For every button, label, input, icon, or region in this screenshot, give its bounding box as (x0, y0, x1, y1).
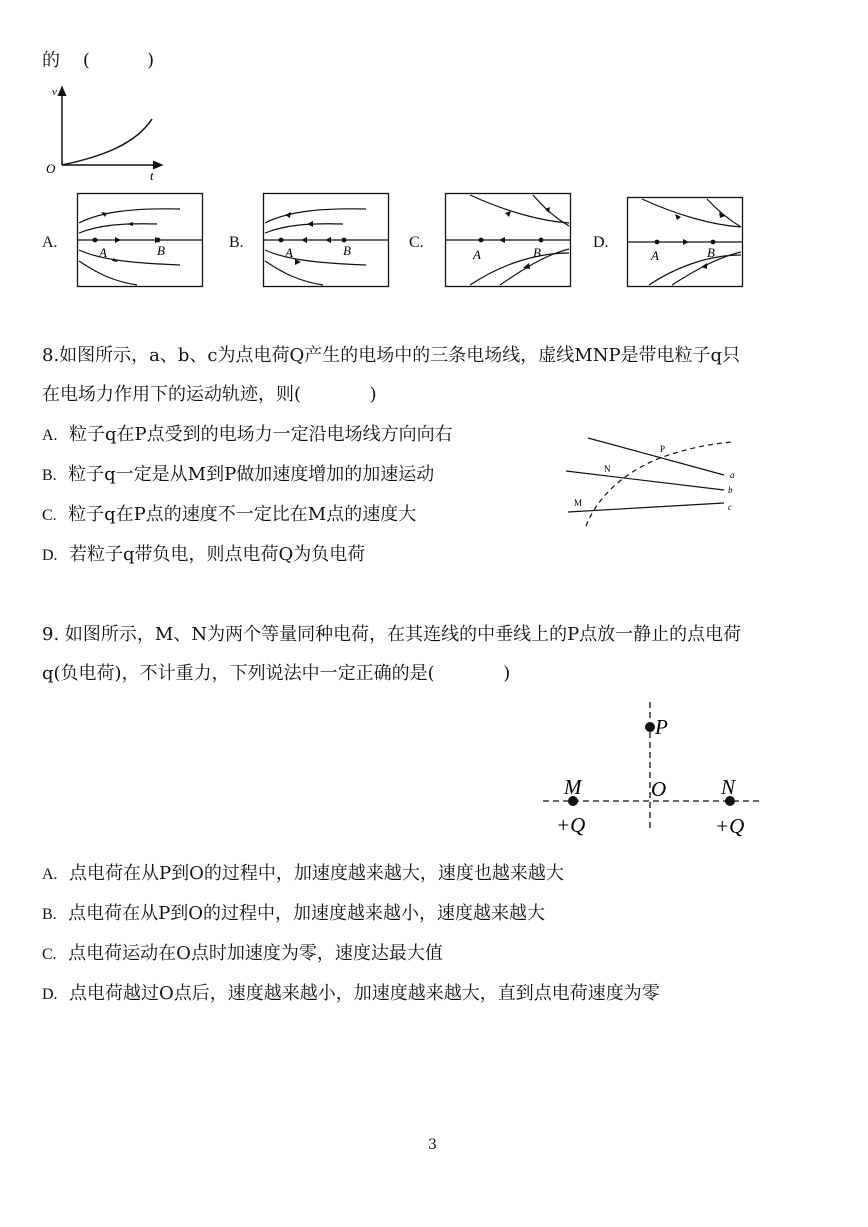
q9-stem-line2: q(负电荷)，不计重力，下列说法中一定正确的是( ) (42, 663, 511, 684)
q9-option-b (42, 903, 545, 926)
q9-option-a-label: A. (42, 866, 58, 883)
label-c: c (728, 502, 732, 512)
q7-vt-graph (40, 85, 170, 185)
q7-option-d-label: D. (593, 234, 609, 251)
q7b-point-a: A (285, 245, 293, 260)
label-p: P (655, 715, 668, 739)
label-o: O (651, 777, 667, 801)
q7-stem-tail: 的 ( ) (42, 50, 155, 71)
q7-option-d-figure (627, 197, 743, 287)
q8-option-a-text: 粒子q在P点受到的电场力一定沿电场线方向向右 (69, 424, 453, 445)
q8-option-b-label: B. (42, 467, 57, 484)
q9-option-d (42, 983, 660, 1006)
q9-stem-line1: 9. 如图所示，M、N为两个等量同种电荷，在其连线的中垂线上的P点放一静止的点电荷 (42, 624, 742, 645)
q7-option-b-figure (263, 193, 389, 287)
q9-option-d-text: 点电荷越过O点后，速度越来越小，加速度越来越大，直到点电荷速度为零 (69, 983, 660, 1004)
q8-field-figure (560, 430, 750, 530)
q9-option-c-label: C. (42, 946, 57, 963)
trajectory-mnp (586, 442, 732, 526)
label-m: M (564, 775, 582, 799)
q7-option-b-label: B. (229, 234, 244, 251)
q7b-point-b: B (343, 243, 351, 258)
q8-option-d (42, 544, 365, 567)
q8-stem-line1: 8.如图所示，a、b、c为点电荷Q产生的电场中的三条电场线，虚线MNP是带电粒子q只 (42, 345, 741, 366)
label-p: P (660, 444, 666, 454)
q7c-point-b: B (533, 245, 541, 260)
q9-option-c (42, 943, 443, 966)
label-m: M (574, 498, 583, 508)
q8-option-d-label: D. (42, 547, 58, 564)
q9-charges-figure (540, 700, 770, 840)
field-line-b (566, 471, 724, 490)
q7a-point-b: B (157, 243, 165, 258)
q7-option-a-figure (77, 193, 203, 287)
label-a: a (730, 470, 735, 480)
label-n-charge: +Q (715, 814, 745, 838)
field-line-c (568, 503, 724, 512)
label-n: N (604, 464, 611, 474)
q7a-point-a: A (99, 245, 107, 260)
q8-option-b-text: 粒子q一定是从M到P做加速度增加的加速运动 (68, 464, 435, 485)
q9-option-c-text: 点电荷运动在O点时加速度为零，速度达最大值 (68, 943, 443, 964)
label-m-charge: +Q (556, 813, 586, 837)
origin-label: O (46, 161, 56, 176)
label-n: N (721, 775, 736, 799)
v-axis-label: v (52, 86, 57, 98)
q9-option-d-label: D. (42, 986, 58, 1003)
page-number: 3 (428, 1137, 437, 1153)
q8-option-a-label: A. (42, 427, 58, 444)
q9-option-a (42, 863, 564, 886)
q7d-point-b: B (707, 245, 715, 260)
q8-stem-line2: 在电场力作用下的运动轨迹，则( ) (42, 384, 377, 405)
q9-option-b-label: B. (42, 906, 57, 923)
vt-curve (62, 119, 152, 165)
q7c-point-a: A (473, 247, 481, 262)
label-b: b (728, 485, 733, 495)
q8-option-c-label: C. (42, 507, 57, 524)
q8-option-c (42, 504, 416, 527)
q8-option-a (42, 424, 453, 447)
point-p (645, 722, 655, 732)
q9-option-a-text: 点电荷在从P到O的过程中，加速度越来越大，速度也越来越大 (69, 863, 564, 884)
q8-option-d-text: 若粒子q带负电，则点电荷Q为负电荷 (69, 544, 366, 565)
q8-option-c-text: 粒子q在P点的速度不一定比在M点的速度大 (68, 504, 417, 525)
q7d-point-a: A (651, 248, 659, 263)
q9-option-b-text: 点电荷在从P到O的过程中，加速度越来越小，速度越来越大 (68, 903, 545, 924)
q7-option-c-figure (445, 193, 571, 287)
q8-option-b (42, 464, 434, 487)
t-axis-label: t (150, 168, 154, 183)
q7-option-c-label: C. (409, 234, 424, 251)
q7-option-a-label: A. (42, 234, 58, 251)
